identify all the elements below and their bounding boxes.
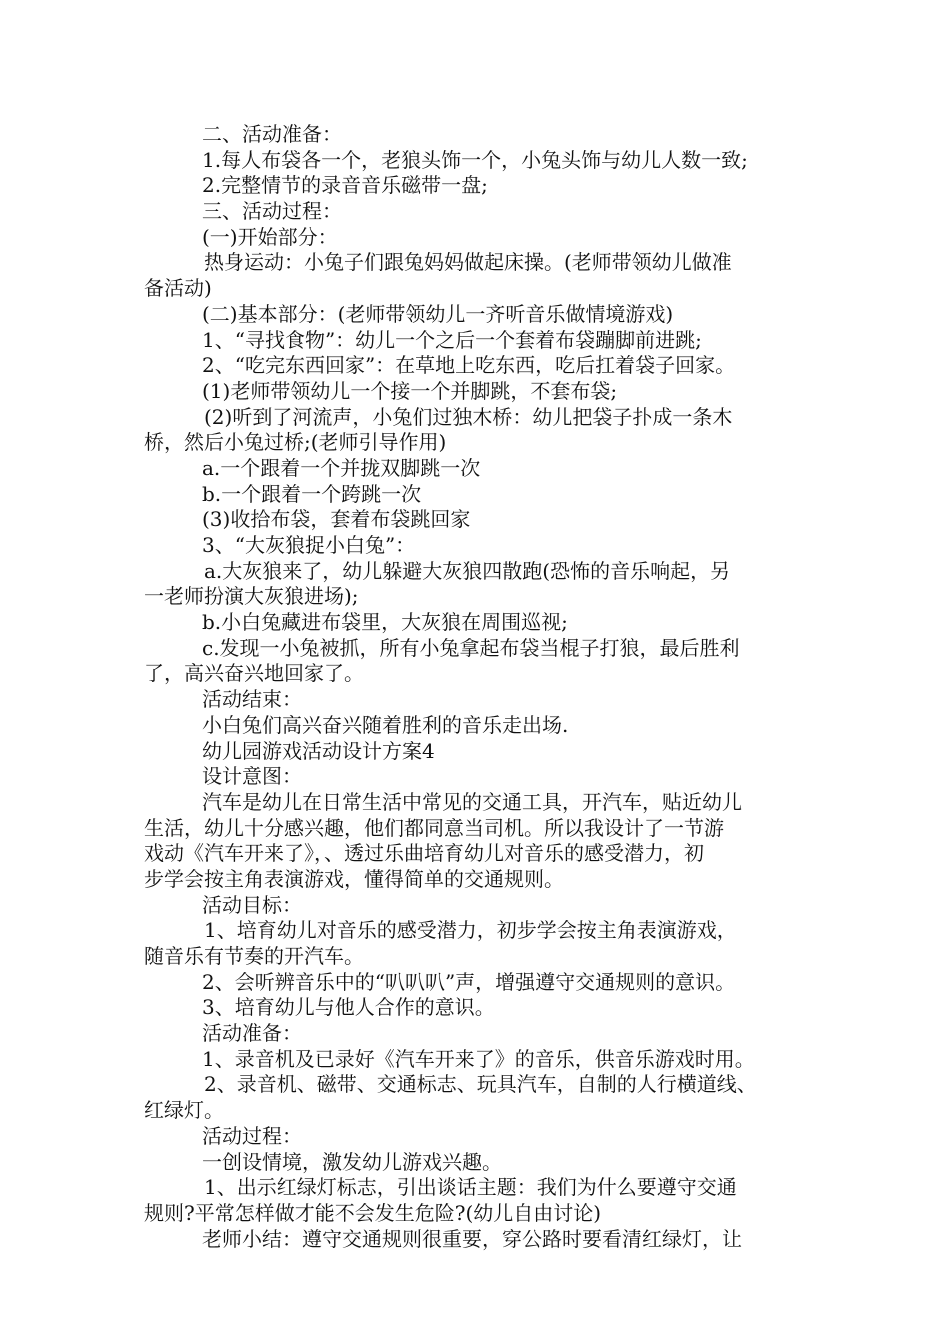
- text-line: 二、活动准备：: [202, 122, 342, 146]
- text-line: 随音乐有节奏的开汽车。: [144, 944, 364, 968]
- text-line: b.一个跟着一个跨跳一次: [202, 481, 422, 506]
- text-line: a.一个跟着一个并拢双脚跳一次: [202, 455, 481, 480]
- text-line: 汽车是幼儿在日常生活中常见的交通工具，开汽车，贴近幼儿: [202, 789, 742, 814]
- text-line: 1、出示红绿灯标志，引出谈话主题：我们为什么要遵守交通: [204, 1175, 737, 1200]
- text-line: 生活，幼儿十分感兴趣，他们都同意当司机。所以我设计了一节游: [144, 815, 724, 840]
- text-line: 3、“大灰狼捉小白兔”：: [202, 533, 416, 557]
- text-line: 2、“吃完东西回家”：在草地上吃东西，吃后扛着袋子回家。: [202, 353, 736, 378]
- text-line: 3、培育幼儿与他人合作的意识。: [202, 995, 495, 1020]
- text-line: 老师小结：遵守交通规则很重要，穿公路时要看清红绿灯，让: [202, 1226, 742, 1251]
- text-line: 桥，然后小兔过桥;(老师引导作用): [144, 430, 447, 455]
- text-line: 小白兔们高兴奋兴随着胜利的音乐走出场.: [202, 712, 569, 737]
- text-line: 红绿灯。: [144, 1098, 224, 1123]
- text-line: (1)老师带领幼儿一个接一个并脚跳，不套布袋;: [202, 378, 618, 403]
- text-line: (二)基本部分：(老师带领幼儿一齐听音乐做情境游戏): [202, 301, 674, 326]
- text-line: 一老师扮演大灰狼进场);: [144, 584, 359, 609]
- text-line: 1、录音机及已录好《汽车开来了》的音乐，供音乐游戏时用。: [202, 1046, 755, 1071]
- text-line: 备活动): [144, 276, 212, 301]
- text-line: 三、活动过程：: [202, 199, 342, 224]
- text-line: 热身运动：小兔子们跟兔妈妈做起床操。(老师带领幼儿做准: [204, 250, 732, 275]
- text-line: (一)开始部分：: [202, 224, 338, 249]
- text-line: a.大灰狼来了，幼儿躲避大灰狼四散跑(恐怖的音乐响起，另: [204, 558, 731, 583]
- text-line: c.发现一小兔被抓，所有小兔拿起布袋当棍子打狼，最后胜利: [202, 635, 740, 660]
- text-line: 2.完整情节的录音音乐磁带一盘;: [202, 173, 488, 198]
- text-line: 2、录音机、磁带、交通标志、玩具汽车，自制的人行横道线、: [204, 1072, 757, 1097]
- text-line: 2、会听辨音乐中的“叭叭叭”声，增强遵守交通规则的意识。: [202, 969, 736, 994]
- text-line: 戏动《汽车开来了》，、透过乐曲培育幼儿对音乐的感受潜力，初: [144, 841, 704, 866]
- text-line: b.小白兔藏进布袋里，大灰狼在周围巡视;: [202, 610, 568, 635]
- text-line: 活动准备：: [202, 1021, 302, 1046]
- text-line: 规则?平常怎样做才能不会发生危险?(幼儿自由讨论): [144, 1200, 602, 1225]
- text-line: 步学会按主角表演游戏，懂得简单的交通规则。: [144, 866, 564, 891]
- text-line: 1、培育幼儿对音乐的感受潜力，初步学会按主角表演游戏，: [204, 918, 737, 943]
- text-line: 活动目标：: [202, 892, 302, 917]
- text-line: 一创设情境，激发幼儿游戏兴趣。: [202, 1149, 502, 1174]
- document-body: [144, 122, 814, 1252]
- text-line: 设计意图：: [202, 764, 302, 789]
- text-line: 1.每人布袋各一个，老狼头饰一个，小兔头饰与幼儿人数一致;: [202, 147, 748, 172]
- text-line: (3)收拾布袋，套着布袋跳回家: [202, 507, 471, 532]
- text-line: (2)听到了河流声，小兔们过独木桥：幼儿把袋子扑成一条木: [204, 404, 733, 429]
- text-line: 幼儿园游戏活动设计方案4: [202, 738, 435, 763]
- text-line: 1、“寻找食物”：幼儿一个之后一个套着布袋蹦脚前进跳;: [202, 327, 702, 352]
- text-line: 活动结束：: [202, 687, 302, 712]
- text-line: 了，高兴奋兴地回家了。: [144, 661, 364, 686]
- text-line: 活动过程：: [202, 1123, 302, 1148]
